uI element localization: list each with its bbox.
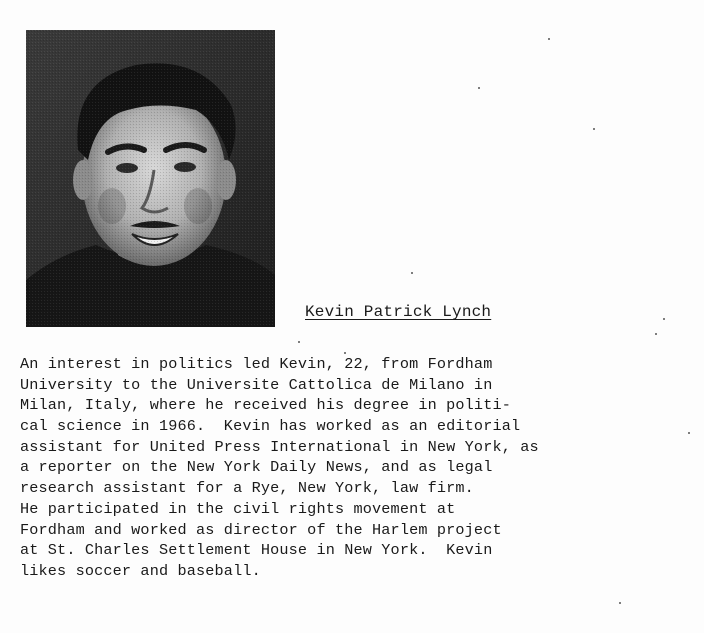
portrait-photo (26, 30, 275, 327)
person-name: Kevin Patrick Lynch (305, 303, 492, 321)
scan-speck (663, 318, 665, 320)
bio-line: Fordham and worked as director of the Harlem project (20, 520, 502, 539)
scan-speck (655, 333, 657, 335)
scan-speck (688, 432, 690, 434)
scan-speck (593, 128, 595, 130)
bio-line: assistant for United Press International in New York, as (20, 437, 539, 456)
scan-speck (548, 38, 550, 40)
portrait-image (26, 30, 275, 327)
scan-speck (344, 352, 346, 354)
bio-line: University to the Universite Cattolica de Milano in (20, 375, 493, 394)
bio-line: He participated in the civil rights movement at (20, 499, 456, 518)
bio-line: Milan, Italy, where he received his degree in politi- (20, 396, 511, 415)
bio-line: research assistant for a Rye, New York, law firm. (20, 479, 474, 498)
bio-line: at St. Charles Settlement House in New York. Kevin (20, 541, 493, 560)
scan-speck (619, 602, 621, 604)
bio-line: likes soccer and baseball. (20, 561, 261, 580)
scan-speck (478, 87, 480, 89)
scan-speck (411, 272, 413, 274)
scan-speck (298, 341, 300, 343)
bio-line: cal science in 1966. Kevin has worked as an editorial (20, 417, 521, 436)
bio-line: An interest in politics led Kevin, 22, from Fordham (20, 355, 493, 373)
bio-line: a reporter on the New York Daily News, and as legal (20, 458, 493, 477)
biography-text (20, 354, 690, 582)
